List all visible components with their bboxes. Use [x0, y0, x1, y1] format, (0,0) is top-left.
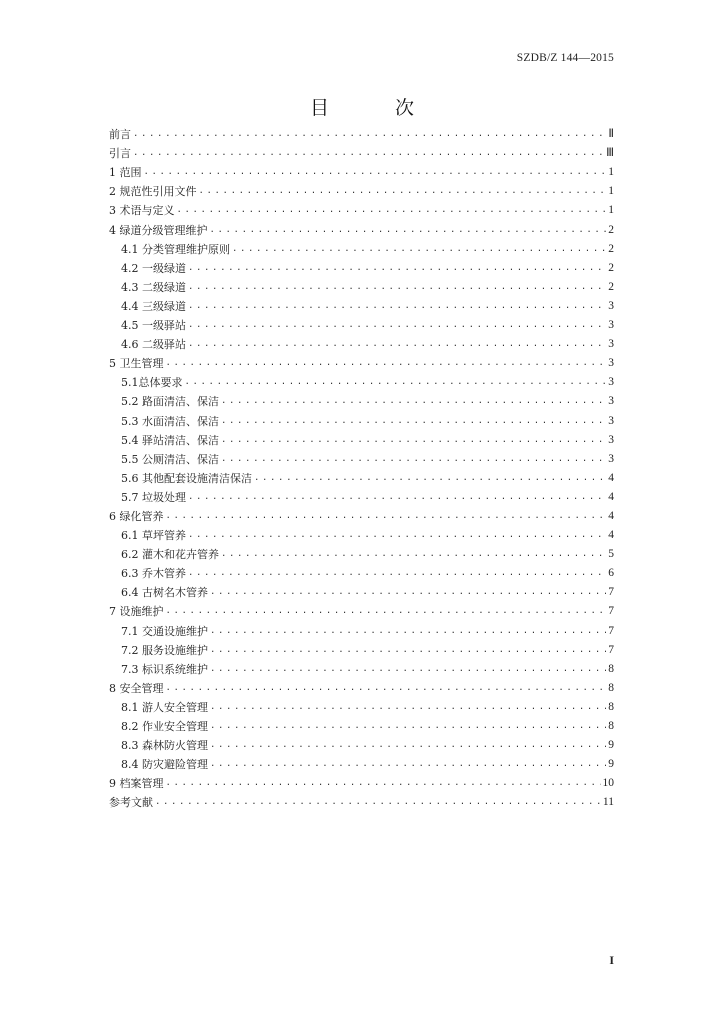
toc-entry-page: 3	[608, 395, 614, 408]
toc-entry-label: 7.2 服务设施维护	[121, 643, 208, 657]
toc-leader-dots	[221, 415, 606, 428]
toc-entry-page: 7	[608, 624, 614, 637]
toc-entry-page: 2	[608, 280, 614, 293]
toc-entry[interactable]	[109, 275, 614, 294]
toc-entry[interactable]	[109, 237, 614, 256]
toc-entry-page: 3	[608, 338, 614, 351]
toc-entry-label: 7.1 交通设施维护	[121, 624, 208, 638]
toc-leader-dots	[210, 663, 606, 676]
toc-entry-label: 4.3 二级绿道	[121, 280, 186, 294]
toc-entry[interactable]	[109, 599, 614, 618]
toc-entry-page: 8	[608, 720, 614, 732]
toc-entry-label: 5.7 垃圾处理	[121, 490, 186, 504]
toc-entry-page: 7	[608, 605, 614, 618]
toc-leader-dots	[188, 491, 606, 504]
toc-entry[interactable]	[109, 256, 614, 275]
toc-entry-page: 1	[608, 166, 614, 179]
toc-entry-page: 3	[608, 357, 614, 370]
toc-leader-dots	[133, 128, 606, 141]
toc-entry[interactable]	[109, 294, 614, 313]
toc-leader-dots	[185, 376, 607, 389]
toc-entry[interactable]	[109, 351, 614, 370]
toc-entry-label: 5.5 公厕清洁、保洁	[121, 452, 219, 466]
toc-leader-dots	[210, 720, 606, 733]
toc-leader-dots	[210, 625, 606, 638]
toc-entry[interactable]	[109, 389, 614, 408]
toc-entry-page: 3	[608, 414, 614, 427]
toc-entry-page: 7	[608, 643, 614, 656]
toc-entry[interactable]	[109, 408, 614, 427]
toc-entry[interactable]	[109, 580, 614, 599]
toc-entry-page: 3	[608, 319, 614, 332]
toc-entry-label: 前言	[109, 128, 131, 142]
toc-entry-label: 参考文献	[109, 796, 153, 810]
toc-entry[interactable]	[109, 179, 614, 198]
toc-leader-dots	[166, 510, 607, 523]
toc-entry-label: 2 规范性引用文件	[109, 185, 197, 199]
toc-entry[interactable]	[109, 618, 614, 637]
toc-leader-dots	[155, 796, 601, 809]
toc-entry-label: 5.2 路面清洁、保洁	[121, 395, 219, 409]
toc-entry-page: 4	[608, 529, 614, 542]
toc-entry[interactable]	[109, 122, 614, 141]
toc-entry-page: 1	[608, 185, 614, 198]
toc-entry-page: 11	[602, 796, 614, 809]
toc-entry[interactable]	[109, 752, 614, 771]
toc-leader-dots	[188, 262, 606, 275]
toc-entry-label: 5.1总体要求	[121, 376, 183, 390]
toc-entry-label: 3 术语与定义	[109, 204, 175, 218]
page-number: I	[609, 953, 614, 967]
toc-entry-page: 2	[608, 242, 614, 255]
toc-leader-dots	[166, 605, 607, 618]
toc-entry-label: 8.4 防灾避险管理	[121, 758, 208, 772]
toc-entry-label: 5.4 驿站清洁、保洁	[121, 433, 219, 447]
toc-entry-page: 9	[608, 739, 614, 752]
toc-entry-label: 5.3 水面清洁、保洁	[121, 414, 219, 428]
toc-leader-dots	[133, 147, 604, 160]
toc-entry[interactable]	[109, 523, 614, 542]
toc-entry-label: 8.2 作业安全管理	[121, 720, 208, 733]
toc-entry-page: 8	[608, 681, 614, 694]
toc-entry[interactable]	[109, 332, 614, 351]
toc-entry-label: 7 设施维护	[109, 605, 164, 619]
toc-entry-page: 3	[608, 299, 614, 312]
toc-entry-label: 5 卫生管理	[109, 357, 164, 371]
toc-entry-label: 4.1 分类管理维护原则	[121, 242, 230, 256]
toc-entry[interactable]	[109, 542, 614, 561]
toc-entry-page: 4	[608, 490, 614, 503]
toc-entry[interactable]	[109, 160, 614, 179]
toc-leader-dots	[221, 395, 606, 408]
toc-entry-label: 9 档案管理	[109, 777, 164, 791]
toc-leader-dots	[210, 224, 607, 237]
toc-leader-dots	[166, 777, 601, 790]
toc-entry-page: 8	[608, 662, 614, 675]
toc-entry[interactable]	[109, 504, 614, 523]
toc-entry-label: 4.2 一级绿道	[121, 261, 186, 275]
toc-entry-label: 4.5 一级驿站	[121, 319, 186, 333]
toc-entry-page: Ⅲ	[606, 147, 614, 160]
toc-leader-dots	[232, 243, 606, 256]
toc-entry[interactable]	[109, 485, 614, 504]
toc-entry-label: 6.4 古树名木管养	[121, 586, 208, 600]
toc-entry-page: 5	[608, 548, 614, 561]
toc-entry-page: 4	[608, 471, 614, 484]
toc-entry-page: 2	[608, 261, 614, 274]
toc-leader-dots	[144, 166, 607, 179]
toc-entry-label: 8.3 森林防火管理	[121, 739, 208, 753]
toc-entry[interactable]	[109, 447, 614, 466]
toc-entry[interactable]	[109, 217, 614, 236]
toc-leader-dots	[210, 739, 606, 752]
toc-entry-label: 6 绿化管养	[109, 509, 164, 523]
toc-entry[interactable]	[109, 771, 614, 790]
toc-leader-dots	[166, 682, 607, 695]
toc-entry[interactable]	[109, 638, 614, 657]
toc-leader-dots	[210, 758, 606, 771]
toc-entry-label: 7.3 标识系统维护	[121, 662, 208, 676]
toc-leader-dots	[199, 185, 607, 198]
toc-leader-dots	[210, 586, 606, 599]
toc-leader-dots	[188, 567, 606, 580]
toc-entry[interactable]	[109, 695, 614, 714]
toc-entry[interactable]	[109, 141, 614, 160]
toc-entry-label: 4.6 二级驿站	[121, 338, 186, 352]
document-code: SZDB/Z 144—2015	[516, 52, 614, 64]
toc-entry-label: 8.1 游人安全管理	[121, 700, 208, 714]
toc-entry-page: 3	[608, 376, 614, 389]
toc-entry-label: 5.6 其他配套设施清洁保洁	[121, 471, 252, 485]
table-of-contents	[109, 122, 614, 809]
toc-entry[interactable]	[109, 313, 614, 332]
toc-leader-dots	[188, 300, 606, 313]
toc-entry[interactable]	[109, 370, 614, 389]
toc-leader-dots	[166, 357, 607, 370]
toc-entry[interactable]	[109, 657, 614, 676]
toc-leader-dots	[188, 529, 606, 542]
toc-entry[interactable]	[109, 733, 614, 752]
toc-leader-dots	[254, 472, 606, 485]
page-title: 目 次	[309, 97, 445, 119]
toc-leader-dots	[210, 701, 606, 714]
toc-entry-page: Ⅱ	[608, 128, 614, 141]
toc-entry-label: 6.3 乔木管养	[121, 567, 186, 581]
toc-leader-dots	[221, 548, 606, 561]
toc-entry[interactable]	[109, 198, 614, 217]
toc-leader-dots	[188, 338, 606, 351]
toc-entry-page: 8	[608, 700, 614, 713]
toc-entry-page: 10	[602, 777, 614, 790]
toc-leader-dots	[188, 281, 606, 294]
toc-entry-label: 4 绿道分级管理维护	[109, 223, 208, 237]
toc-entry-label: 4.4 三级绿道	[121, 299, 186, 313]
toc-entry-page: 9	[608, 758, 614, 771]
toc-entry[interactable]	[109, 466, 614, 485]
toc-entry[interactable]	[109, 714, 614, 733]
toc-leader-dots	[221, 434, 606, 447]
toc-entry-page: 3	[608, 433, 614, 446]
toc-leader-dots	[188, 319, 606, 332]
toc-entry-label: 引言	[109, 147, 131, 161]
toc-entry-page: 1	[608, 204, 614, 217]
toc-entry[interactable]	[109, 790, 614, 809]
toc-entry-page: 4	[608, 509, 614, 522]
toc-entry[interactable]	[109, 428, 614, 447]
toc-entry-label: 1 范围	[109, 166, 142, 180]
toc-entry-label: 8 安全管理	[109, 681, 164, 695]
toc-entry[interactable]	[109, 561, 614, 580]
toc-leader-dots	[221, 453, 606, 466]
toc-leader-dots	[177, 204, 607, 217]
toc-entry-page: 7	[608, 586, 614, 599]
toc-entry-page: 6	[608, 567, 614, 580]
toc-entry-label: 6.1 草坪管养	[121, 529, 186, 543]
toc-entry-page: 2	[608, 223, 614, 236]
toc-entry[interactable]	[109, 676, 614, 695]
toc-leader-dots	[210, 644, 606, 657]
toc-entry-page: 3	[608, 452, 614, 465]
toc-entry-label: 6.2 灌木和花卉管养	[121, 548, 219, 562]
